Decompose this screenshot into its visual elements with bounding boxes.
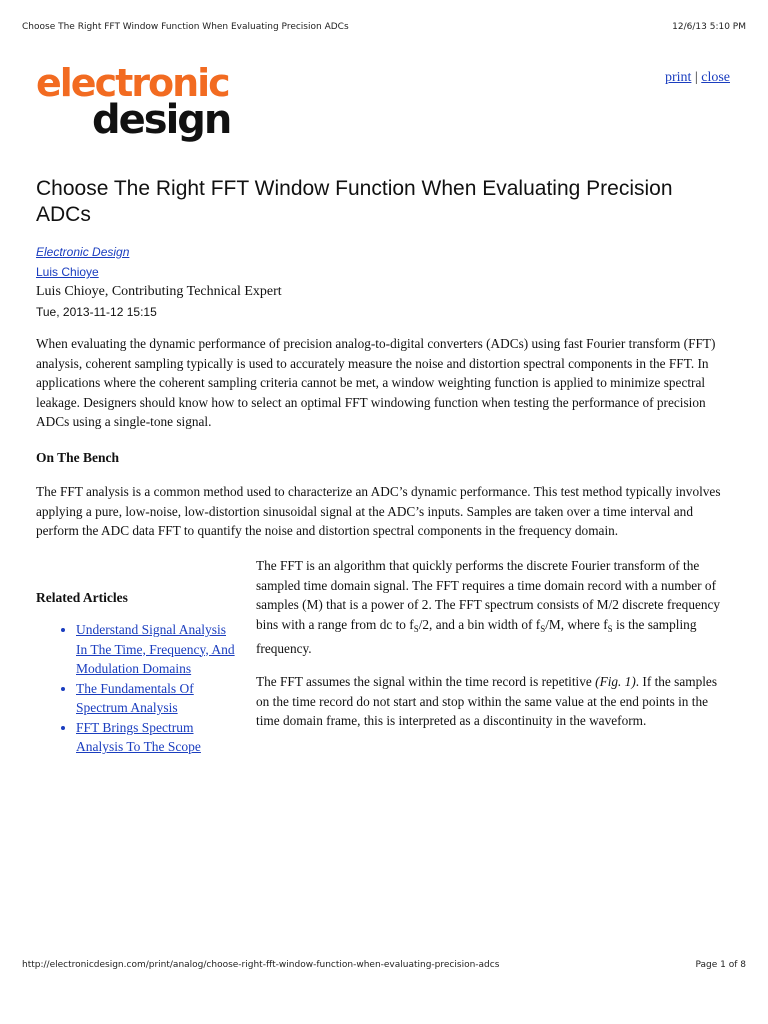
site-logo [36, 61, 231, 143]
fs-subscript: S [540, 623, 546, 634]
author-link[interactable]: Luis Chioye [36, 265, 99, 279]
links-separator: | [691, 70, 702, 85]
fft-paragraph [256, 556, 732, 659]
print-link[interactable]: print [664, 70, 692, 85]
fft-text-b: /2, and a bin width of f [418, 616, 541, 632]
header-datetime: 12/6/13 5:10 PM [672, 22, 746, 32]
close-link[interactable]: close [701, 70, 730, 85]
header-title: Choose The Right FFT Window Function When Evaluating Precision ADCs [22, 22, 349, 32]
fs-subscript: S [413, 623, 419, 634]
related-articles [36, 590, 236, 757]
fft-text-c: /M, where f [545, 616, 608, 632]
related-link[interactable]: The Fundamentals Of Spectrum Analysis [76, 680, 194, 715]
related-title: Related Articles [36, 590, 128, 605]
print-header [22, 22, 746, 32]
related-list [36, 620, 236, 757]
list-item [76, 620, 236, 679]
article-meta [36, 242, 282, 322]
article-title: Choose The Right FFT Window Function When Evaluating Precision ADCs [36, 177, 673, 226]
logo-line2: design [92, 97, 231, 143]
fs-subscript: S [607, 623, 613, 634]
fft-text-d: is the sampling frequency. [256, 616, 697, 656]
related-link[interactable]: Understand Signal Analysis In The Time, Frequency, And Modulation Domains [76, 622, 235, 676]
figure-reference: (Fig. 1) [595, 674, 636, 689]
repetitive-paragraph [256, 672, 732, 731]
section-heading: On The Bench [36, 450, 120, 465]
related-link[interactable]: FFT Brings Spectrum Analysis To The Scope [76, 719, 201, 754]
list-item [76, 718, 236, 757]
print-footer [22, 960, 746, 970]
print-close-links [665, 70, 730, 86]
article-date: Tue, 2013-11-12 15:15 [36, 305, 157, 319]
bench-paragraph: The FFT analysis is a common method used to characterize an ADC’s dynamic performance. This test method typically involves applying a pure, low-noise, low-distortion sinusoidal signal at the ADC’s inputs. Samples are taken over a time interval and perform the ADC data FFT to quantify the noise and distortion spectral components in the frequency domain. [36, 484, 721, 538]
rep-text-b: . If the samples on the time record do not start and stop within the same value at the end points in the time domain frame, this is interpreted as a discontinuity in the waveform. [256, 674, 718, 728]
rep-text-a: The FFT assumes the signal within the time record is repetitive [256, 674, 596, 689]
publication-link[interactable]: Electronic Design [36, 245, 130, 259]
footer-page: Page 1 of 8 [695, 960, 746, 970]
list-item [76, 679, 236, 718]
author-line: Luis Chioye, Contributing Technical Expert [36, 284, 282, 299]
logo-line1: electronic [36, 61, 229, 105]
fft-text-a: The FFT is an algorithm that quickly performs the discrete Fourier transform of the sampled time domain signal. The FFT requires a time domain record with a number of samples (M) that is a power of 2. The FFT spectrum consists of M/2 discrete frequency bins with a range from dc to f [256, 558, 721, 632]
intro-paragraph: When evaluating the dynamic performance of precision analog-to-digital converters (ADCs) using fast Fourier transform (FFT) analysis, coherent sampling typically is used to accurately measure the noise and distortion spectral components in the FFT. In applications where the coherent sampling criteria cannot be met, a window weighting function is applied to minimize spectral leakage. Designers should know how to select an optimal FFT windowing function when testing the performance of precision ADCs using a single-tone signal. [36, 336, 716, 429]
footer-url: http://electronicdesign.com/print/analog/choose-right-fft-window-function-when-evaluating-precision-adcs [22, 960, 500, 970]
